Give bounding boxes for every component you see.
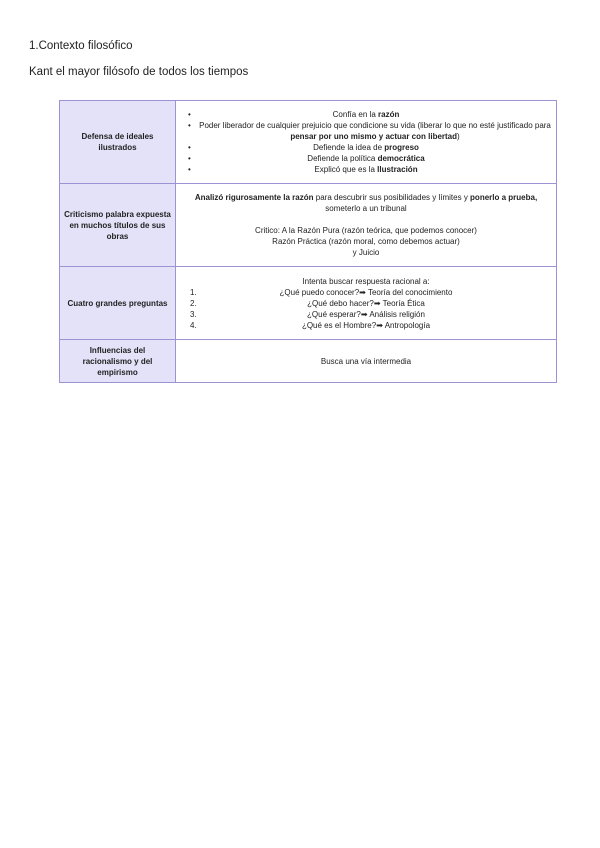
list-item: • Defiende la idea de progreso — [188, 143, 419, 152]
subheading: Kant el mayor filósofo de todos los tiempos — [29, 66, 249, 78]
row-label: Defensa de ideales ilustrados — [60, 101, 176, 184]
list-item: 4. ¿Qué es el Hombre?➡ Antropología — [190, 320, 431, 330]
bullet-icon: • — [188, 110, 191, 119]
row-content — [176, 101, 557, 184]
arrow-icon: ➡ — [373, 298, 381, 308]
table-row — [60, 267, 557, 340]
section-heading: 1.Contexto filosófico — [29, 40, 133, 52]
row-label: Criticismo palabra expuesta en muchos títulos de sus obras — [60, 184, 176, 267]
table-row — [60, 184, 557, 267]
list-item: 2. ¿Qué debo hacer?➡ Teoría Ética — [190, 298, 425, 308]
table-row — [60, 101, 557, 184]
bullet-icon: • — [188, 154, 191, 163]
list-item: • Defiende la política democrática — [188, 154, 425, 163]
arrow-icon: ➡ — [359, 287, 366, 297]
philosophy-table — [59, 100, 557, 383]
table-row — [60, 340, 557, 383]
text-line: Critico: A la Razón Pura (razón teórica, que podemos conocer) — [255, 226, 477, 235]
bullet-icon: • — [188, 165, 191, 174]
bullet-icon: • — [188, 143, 191, 152]
row-content — [176, 184, 557, 267]
intro-text: Intenta buscar respuesta racional a: — [302, 276, 430, 286]
list-item: • Explicó que es la Ilustración — [188, 165, 418, 174]
list-item: 3. ¿Qué esperar?➡ Análisis religión — [190, 309, 425, 319]
list-item: • Poder liberador de cualquier prejuicio que condicione su vida (liberar lo que no esté justificado para pensar por uno mismo y actuar con libertad) — [188, 121, 551, 141]
criticism-paragraph: Analizó rigurosamente la razón para descubrir sus posibilidades y límites y ponerlo a prueba, someterlo a un tribunal — [194, 193, 538, 213]
bullet-icon: • — [188, 121, 191, 130]
row-content — [176, 267, 557, 340]
row-label: Influencias del racionalismo y del empirismo — [60, 340, 176, 383]
list-item: 1. ¿Qué puedo conocer?➡ Teoría del conocimiento — [190, 287, 453, 297]
arrow-icon: ➡ — [360, 309, 368, 319]
row-content: Busca una vía intermedia — [176, 340, 557, 383]
list-item: • Confía en la razón — [188, 110, 400, 119]
row-label: Cuatro grandes preguntas — [60, 267, 176, 340]
text-line: y Juicio — [352, 248, 380, 257]
arrow-icon: ➡ — [376, 320, 383, 330]
text-line: Razón Práctica (razón moral, como debemos actuar) — [272, 237, 460, 246]
